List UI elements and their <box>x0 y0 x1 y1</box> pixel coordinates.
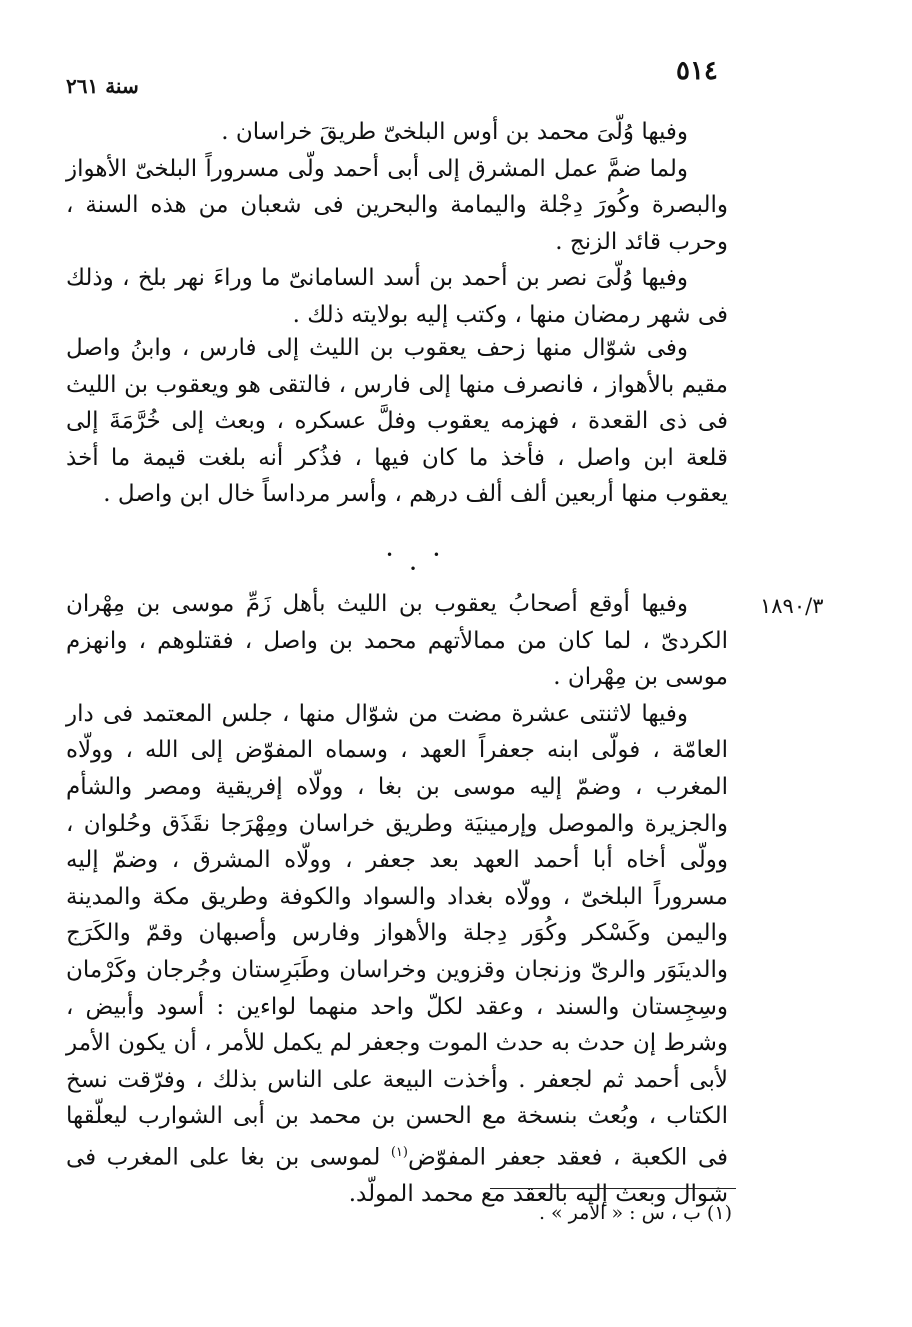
footnote-rule <box>490 1188 736 1189</box>
text-block-top <box>66 114 728 334</box>
paragraph: وفيها وُلّىَ محمد بن أوس البلخىّ طريقَ خراسان . <box>221 119 688 145</box>
paragraph: وفى شوّال منها زحف يعقوب بن الليث إلى فارس ، وابنُ واصل مقيم بالأهواز ، فانصرف منها إلى فارس ، فالتقى هو ويعقوب بن الليث فى ذى القعدة ، فهزمه يعقوب وفلَّ عسكره ، وبعث إلى خُرَّمَةَ إلى قلعة ابن واصل ، فأخذ ما كان فيها ، فذُكر أنه بلغت قيمة ما أخذ يعقوب منها أربعين ألف ألف درهم ، وأسر مرداساً خال ابن واصل . <box>66 335 728 508</box>
footnote-marker: (١) <box>390 1144 408 1160</box>
page-number: ٥١٤ <box>676 56 718 86</box>
paragraph: وفيها أوقع أصحابُ يعقوب بن الليث بأهل زَمِّ موسى بن مِهْران الكردىّ ، لما كان من ممالأتهم محمد بن واصل ، فقتلوهم ، وانهزم موسى بن مِهْران . <box>66 591 728 691</box>
text-block-middle <box>66 330 728 513</box>
paragraph-text: وفيها لاثنتى عشرة مضت من شوّال منها ، جلس المعتمد فى دار العامّة ، فولّى ابنه جعفراً العهد ، وسماه المفوّض إلى الله ، وولّاه المغرب ، وضمّ إليه موسى بن بغا ، وولّاه إفريقية ومصر والشأم والجزيرة والموصل وإرمينيَة وطريق خراسان ومِهْرَجا نقَذَق وحُلوان ، وولّى أخاه أبا أحمد العهد بعد جعفر ، وولّاه المشرق ، وضمّ إليه مسروراً البلخىّ ، وولّاه بغداد والسواد والكوفة وطريق مكة والمدينة واليمن وكَسْكر وكُوَر دِجلة والأهواز وفارس وأصبهان وقمّ والكَرَج والدينَوَر والرىّ وزنجان وقزوين وخراسان وطَبَرِستان وجُرجان وكَرْمان وسِجِستان والسند ، وعقد لكلّ واحد منهما لواءين : أسود وأبيض ، وشرط إن حدث به حدث الموت وجعفر لم يكمل للأمر ، أن يكون الأمر لأبى أحمد ثم لجعفر . وأخذت البيعة على الناس بذلك ، وفرّقت نسخ الكتاب ، وبُعث بنسخة مع الحسن بن محمد بن أبى الشوارب ليعلّقها فى الكعبة ، فعقد جعفر المفوّض <box>66 700 728 1171</box>
margin-reference: ١٨٩٠/٣ <box>760 594 824 618</box>
paragraph: ولما ضمَّ عمل المشرق إلى أبى أحمد ولّى مسروراً البلخىّ الأهواز والبصرة وكُورَ دِجْلة واليمامة والبحرين فى شعبان من هذه السنة ، وحرب قائد الزنج . <box>66 155 728 255</box>
paragraph: وفيها وُلّىَ نصر بن أحمد بن أسد السامانىّ ما وراءَ نهر بلخ ، وذلك فى شهر رمضان منها ، وكتب إليه بولايته ذلك . <box>66 265 728 328</box>
footnote: (١) ب ، س : « الأمر » . <box>538 1202 732 1224</box>
text-block-bottom <box>66 586 728 1213</box>
year-header: سنة ٢٦١ <box>66 74 139 98</box>
section-separator: • • • <box>386 548 458 576</box>
paragraph-tail: لموسى بن بغا على المغرب فى شوال وبعث إليه بالعقد مع محمد المولّد. <box>66 1144 728 1208</box>
paragraph-last <box>66 696 728 1213</box>
